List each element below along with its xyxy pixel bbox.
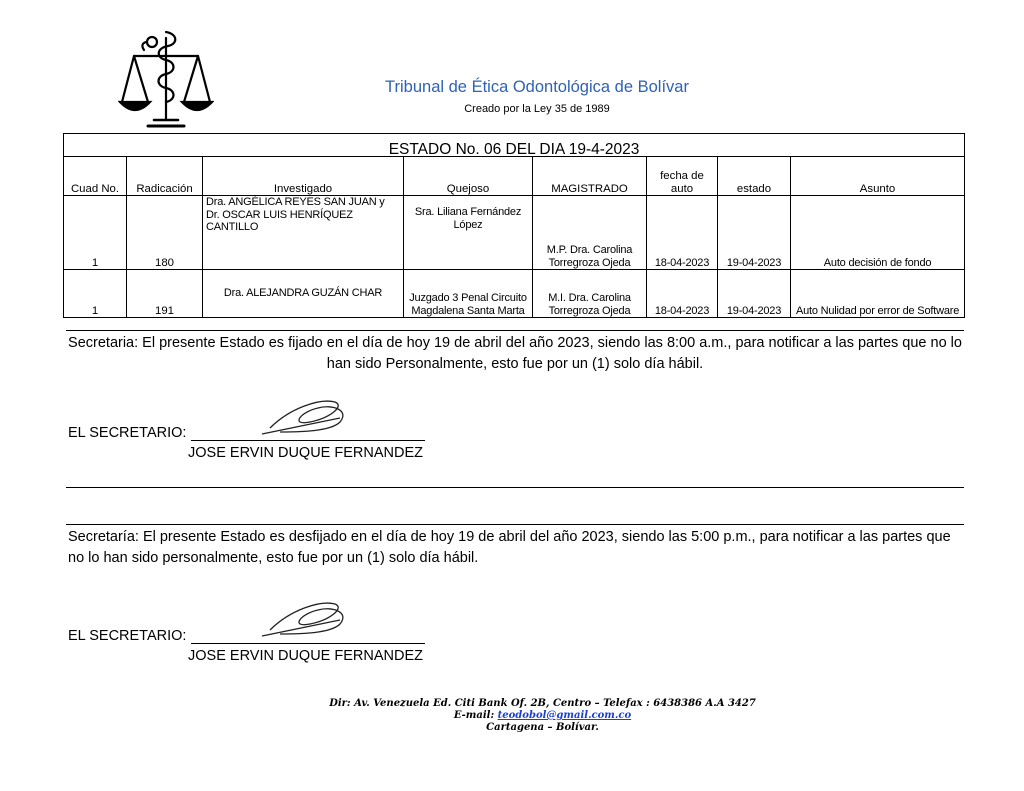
col-header-investigado: Investigado	[203, 157, 404, 196]
tribunal-title: Tribunal de Ética Odontológica de Bolívar	[385, 78, 689, 96]
footer-email-label: E-mail:	[453, 710, 495, 721]
footer-city: Cartagena – Bolívar.	[486, 722, 599, 733]
secretary-name-1: JOSE ERVIN DUQUE FERNANDEZ	[188, 445, 423, 461]
cell-radicacion: 180	[127, 196, 203, 270]
divider-top-fijado	[66, 330, 964, 331]
table-row	[64, 270, 965, 318]
signature-line-2	[191, 643, 425, 644]
secretary-signature	[240, 388, 360, 440]
estado-table	[63, 133, 965, 318]
col-header-cuad: Cuad No.	[64, 157, 127, 196]
cell-radicacion: 191	[127, 270, 203, 318]
signature-line-1	[191, 440, 425, 441]
secretary-signature	[240, 590, 360, 642]
notice-fijado: Secretaria: El presente Estado es fijado en el día de hoy 19 de abril del año 2023, siendo las 8:00 a.m., para notificar a las partes que no lo han sido Personalmente, esto fue por un (1) solo día hábil.	[68, 335, 962, 372]
footer-address: Dir: Av. Venezuela Ed. Citi Bank Of. 2B, Centro – Telefax : 6438386 A.A 3427	[329, 698, 756, 709]
table-row	[64, 196, 965, 270]
cell-quejoso: Juzgado 3 Penal Circuito Magdalena Santa Marta	[404, 270, 533, 318]
col-header-asunto: Asunto	[791, 157, 965, 196]
cell-estado: 19-04-2023	[718, 270, 791, 318]
cell-magistrado: M.P. Dra. Carolina Torregroza Ojeda	[533, 196, 647, 270]
footer-email-link[interactable]: teodobol@gmail.com.co	[497, 710, 632, 721]
cell-asunto: Auto Nulidad por error de Software	[791, 270, 965, 318]
cell-investigado: Dra. ANGÉLICA REYES SAN JUAN y Dr. OSCAR LUIS HENRÍQUEZ CANTILLO	[203, 196, 404, 270]
cell-asunto: Auto decisión de fondo	[791, 196, 965, 270]
cell-magistrado: M.I. Dra. Carolina Torregroza Ojeda	[533, 270, 647, 318]
cell-fecha-auto: 18-04-2023	[647, 270, 718, 318]
table-header-row	[64, 157, 965, 196]
col-header-magistrado: MAGISTRADO	[533, 157, 647, 196]
divider-top-desfijado	[66, 524, 964, 525]
cell-investigado: Dra. ALEJANDRA GUZÁN CHAR	[203, 270, 404, 318]
cell-cuad: 1	[64, 196, 127, 270]
col-header-radicacion: Radicación	[127, 157, 203, 196]
cell-quejoso: Sra. Liliana Fernández López	[404, 196, 533, 270]
col-header-estado: estado	[718, 157, 791, 196]
notice-desfijado: Secretaría: El presente Estado es desfijado en el día de hoy 19 de abril del año 2023, siendo las 5:00 p.m., para notificar a las partes que no lo han sido personalmente, esto fue por un (1) solo día hábil.	[68, 529, 951, 566]
estado-title: ESTADO No. 06 DEL DIA 19-4-2023	[64, 134, 965, 157]
secretary-label-1: EL SECRETARIO:	[68, 425, 187, 441]
cell-fecha-auto: 18-04-2023	[647, 196, 718, 270]
divider-mid	[66, 487, 964, 488]
scales-of-justice-logo	[118, 28, 214, 132]
secretary-name-2: JOSE ERVIN DUQUE FERNANDEZ	[188, 648, 423, 664]
tribunal-subtitle: Creado por la Ley 35 de 1989	[464, 103, 610, 115]
footer-email-line	[270, 710, 815, 722]
col-header-quejoso: Quejoso	[404, 157, 533, 196]
secretary-label-2: EL SECRETARIO:	[68, 628, 187, 644]
cell-cuad: 1	[64, 270, 127, 318]
cell-estado: 19-04-2023	[718, 196, 791, 270]
col-header-fecha-auto: fecha de auto	[647, 157, 718, 196]
